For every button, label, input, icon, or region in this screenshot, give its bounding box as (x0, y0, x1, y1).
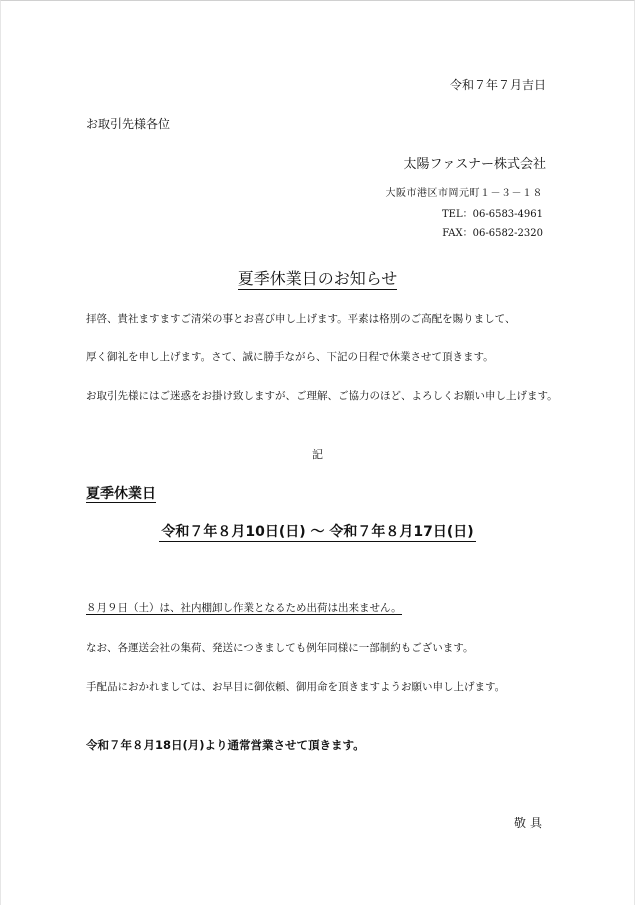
company-name: 太陽ファスナー株式会社 (403, 157, 546, 172)
company-address: 大阪市港区市岡元町１－３－１８ (385, 188, 543, 199)
greeting-paragraph-2: 厚く御礼を申し上げます。さて、誠に勝手ながら、下記の日程で休業させて頂きます。 (86, 351, 494, 363)
inventory-note-text: ８月９日（土）は、社内棚卸し作業となるため出荷は出来ません。 (86, 602, 402, 614)
resume-business-line: 令和７年８月18日(月)より通常営業させて頂きます。 (86, 738, 365, 752)
document-title-text: 夏季休業日のお知らせ (237, 269, 398, 288)
order-request-note: 手配品におかれましては、お早目に御依頼、御用命を頂きますようお願い申し上げます。 (86, 681, 506, 693)
closing-phrase: 敬具 (513, 816, 546, 830)
greeting-paragraph-1: 拝啓、貴社ますますご清栄の事とお喜び申し上げます。平素は格別のご高配を賜りまして、 (86, 313, 516, 325)
company-tel: TEL：06-6583-4961 (442, 209, 543, 220)
notice-date: 令和７年７月吉日 (449, 78, 546, 92)
company-fax: FAX：06-6582-2320 (442, 228, 543, 239)
holiday-date-range (0, 521, 635, 541)
ki-marker: 記 (312, 448, 323, 461)
inventory-note (86, 600, 402, 615)
holiday-heading-text: 夏季休業日 (86, 486, 156, 502)
shipping-note: なお、各運送会社の集荷、発送につきましても例年同様に一部制約もございます。 (86, 642, 474, 654)
holiday-heading (86, 483, 156, 503)
holiday-date-range-text: 令和７年８月10日(日) ～ 令和７年８月17日(日) (161, 524, 474, 540)
document-title (0, 266, 635, 289)
recipient-line: お取引先様各位 (86, 117, 171, 131)
greeting-paragraph-3: お取引先様にはご迷惑をお掛け致しますが、ご理解、ご協力のほど、よろしくお願い申し上げます。 (86, 390, 558, 402)
